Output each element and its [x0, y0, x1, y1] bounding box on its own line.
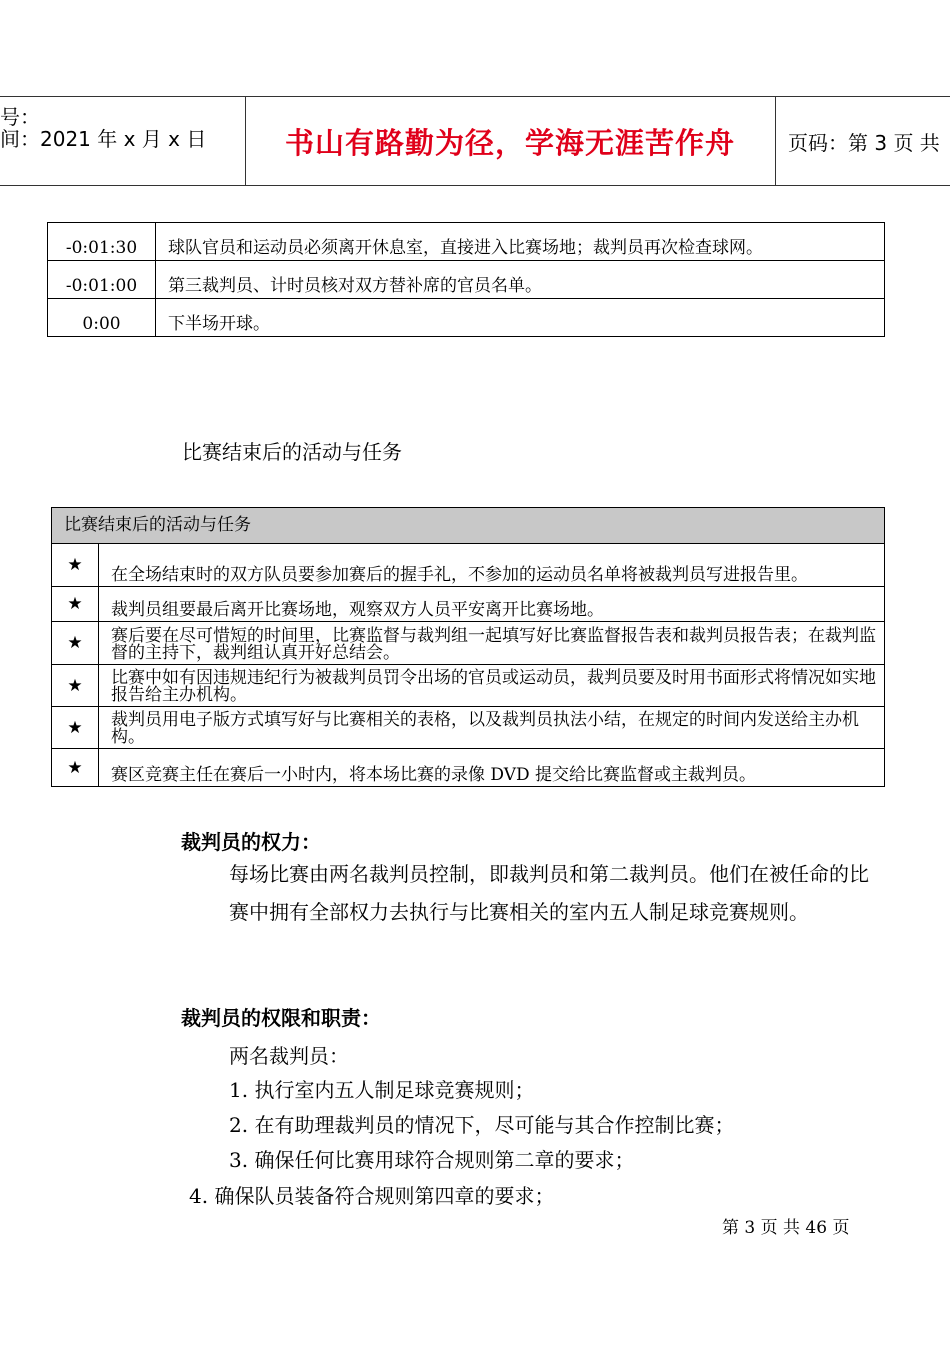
timeline-time: 0:00 — [48, 299, 156, 337]
timeline-desc: 下半场开球。 — [156, 299, 885, 337]
page-header — [0, 96, 950, 186]
page-footer: 第 3 页 共 46 页 — [722, 1218, 850, 1238]
table-header-row — [52, 508, 885, 544]
table-row — [52, 707, 885, 749]
table-row — [52, 587, 885, 622]
duties-intro: 两名裁判员： — [229, 1044, 349, 1068]
powers-paragraph — [181, 855, 871, 931]
activity-text: 赛后要在尽可惜短的时间里，比赛监督与裁判组一起填写好比赛监督报告表和裁判员报告表；在裁判监督的主持下，裁判组认真开好总结会。 — [99, 622, 885, 665]
star-icon: ★ — [52, 665, 99, 707]
table-row — [48, 261, 885, 299]
powers-text: 每场比赛由两名裁判员控制，即裁判员和第二裁判员。他们在被任命的比赛中拥有全部权力去执行与比赛相关的室内五人制足球竞赛规则。 — [229, 862, 869, 924]
timeline-time: -0:01:30 — [48, 223, 156, 261]
star-icon: ★ — [52, 587, 99, 622]
duty-item: 3. 确保任何比赛用球符合规则第二章的要求； — [229, 1148, 635, 1172]
star-icon: ★ — [52, 622, 99, 665]
activity-text: 赛区竞赛主任在赛后一小时内，将本场比赛的录像 DVD 提交给比赛监督或主裁判员。 — [99, 749, 885, 787]
duty-item: 4. 确保队员装备符合规则第四章的要求； — [189, 1184, 555, 1208]
duty-item: 2. 在有助理裁判员的情况下，尽可能与其合作控制比赛； — [229, 1113, 735, 1137]
table-row — [52, 749, 885, 787]
activities-header: 比赛结束后的活动与任务 — [52, 508, 885, 544]
activity-text: 裁判员组要最后离开比赛场地，观察双方人员平安离开比赛场地。 — [99, 587, 885, 622]
header-left-cell — [0, 97, 246, 185]
star-icon: ★ — [52, 749, 99, 787]
table-row — [52, 665, 885, 707]
activities-table — [51, 507, 885, 787]
activity-text: 在全场结束时的双方队员要参加赛后的握手礼，不参加的运动员名单将被裁判员写进报告里。 — [99, 544, 885, 587]
header-date-label: 间：2021 年 x 月 x 日 — [0, 127, 207, 151]
timeline-desc: 第三裁判员、计时员核对双方替补席的官员名单。 — [156, 261, 885, 299]
table-row — [48, 223, 885, 261]
powers-title: 裁判员的权力： — [181, 830, 321, 854]
timeline-desc: 球队官员和运动员必须离开休息室，直接进入比赛场地；裁判员再次检查球网。 — [156, 223, 885, 261]
header-page-label: 页码：第 3 页 共 — [788, 131, 940, 155]
star-icon: ★ — [52, 707, 99, 749]
header-motto-cell — [245, 97, 776, 185]
timeline-time: -0:01:00 — [48, 261, 156, 299]
header-page-cell — [776, 97, 950, 185]
table-row — [48, 299, 885, 337]
header-motto: 书山有路勤为径，学海无涯苦作舟 — [284, 126, 735, 160]
duties-title: 裁判员的权限和职责： — [181, 1006, 381, 1030]
duty-item: 1. 执行室内五人制足球竞赛规则； — [229, 1078, 535, 1102]
star-icon: ★ — [52, 544, 99, 587]
section-title: 比赛结束后的活动与任务 — [182, 440, 402, 464]
timeline-table — [47, 222, 885, 337]
activity-text: 裁判员用电子版方式填写好与比赛相关的表格，以及裁判员执法小结，在规定的时间内发送给主办机构。 — [99, 707, 885, 749]
header-number-label: 号： — [0, 105, 40, 129]
activity-text: 比赛中如有因违规违纪行为被裁判员罚令出场的官员或运动员，裁判员要及时用书面形式将情况如实地报告给主办机构。 — [99, 665, 885, 707]
table-row — [52, 544, 885, 587]
table-row — [52, 622, 885, 665]
